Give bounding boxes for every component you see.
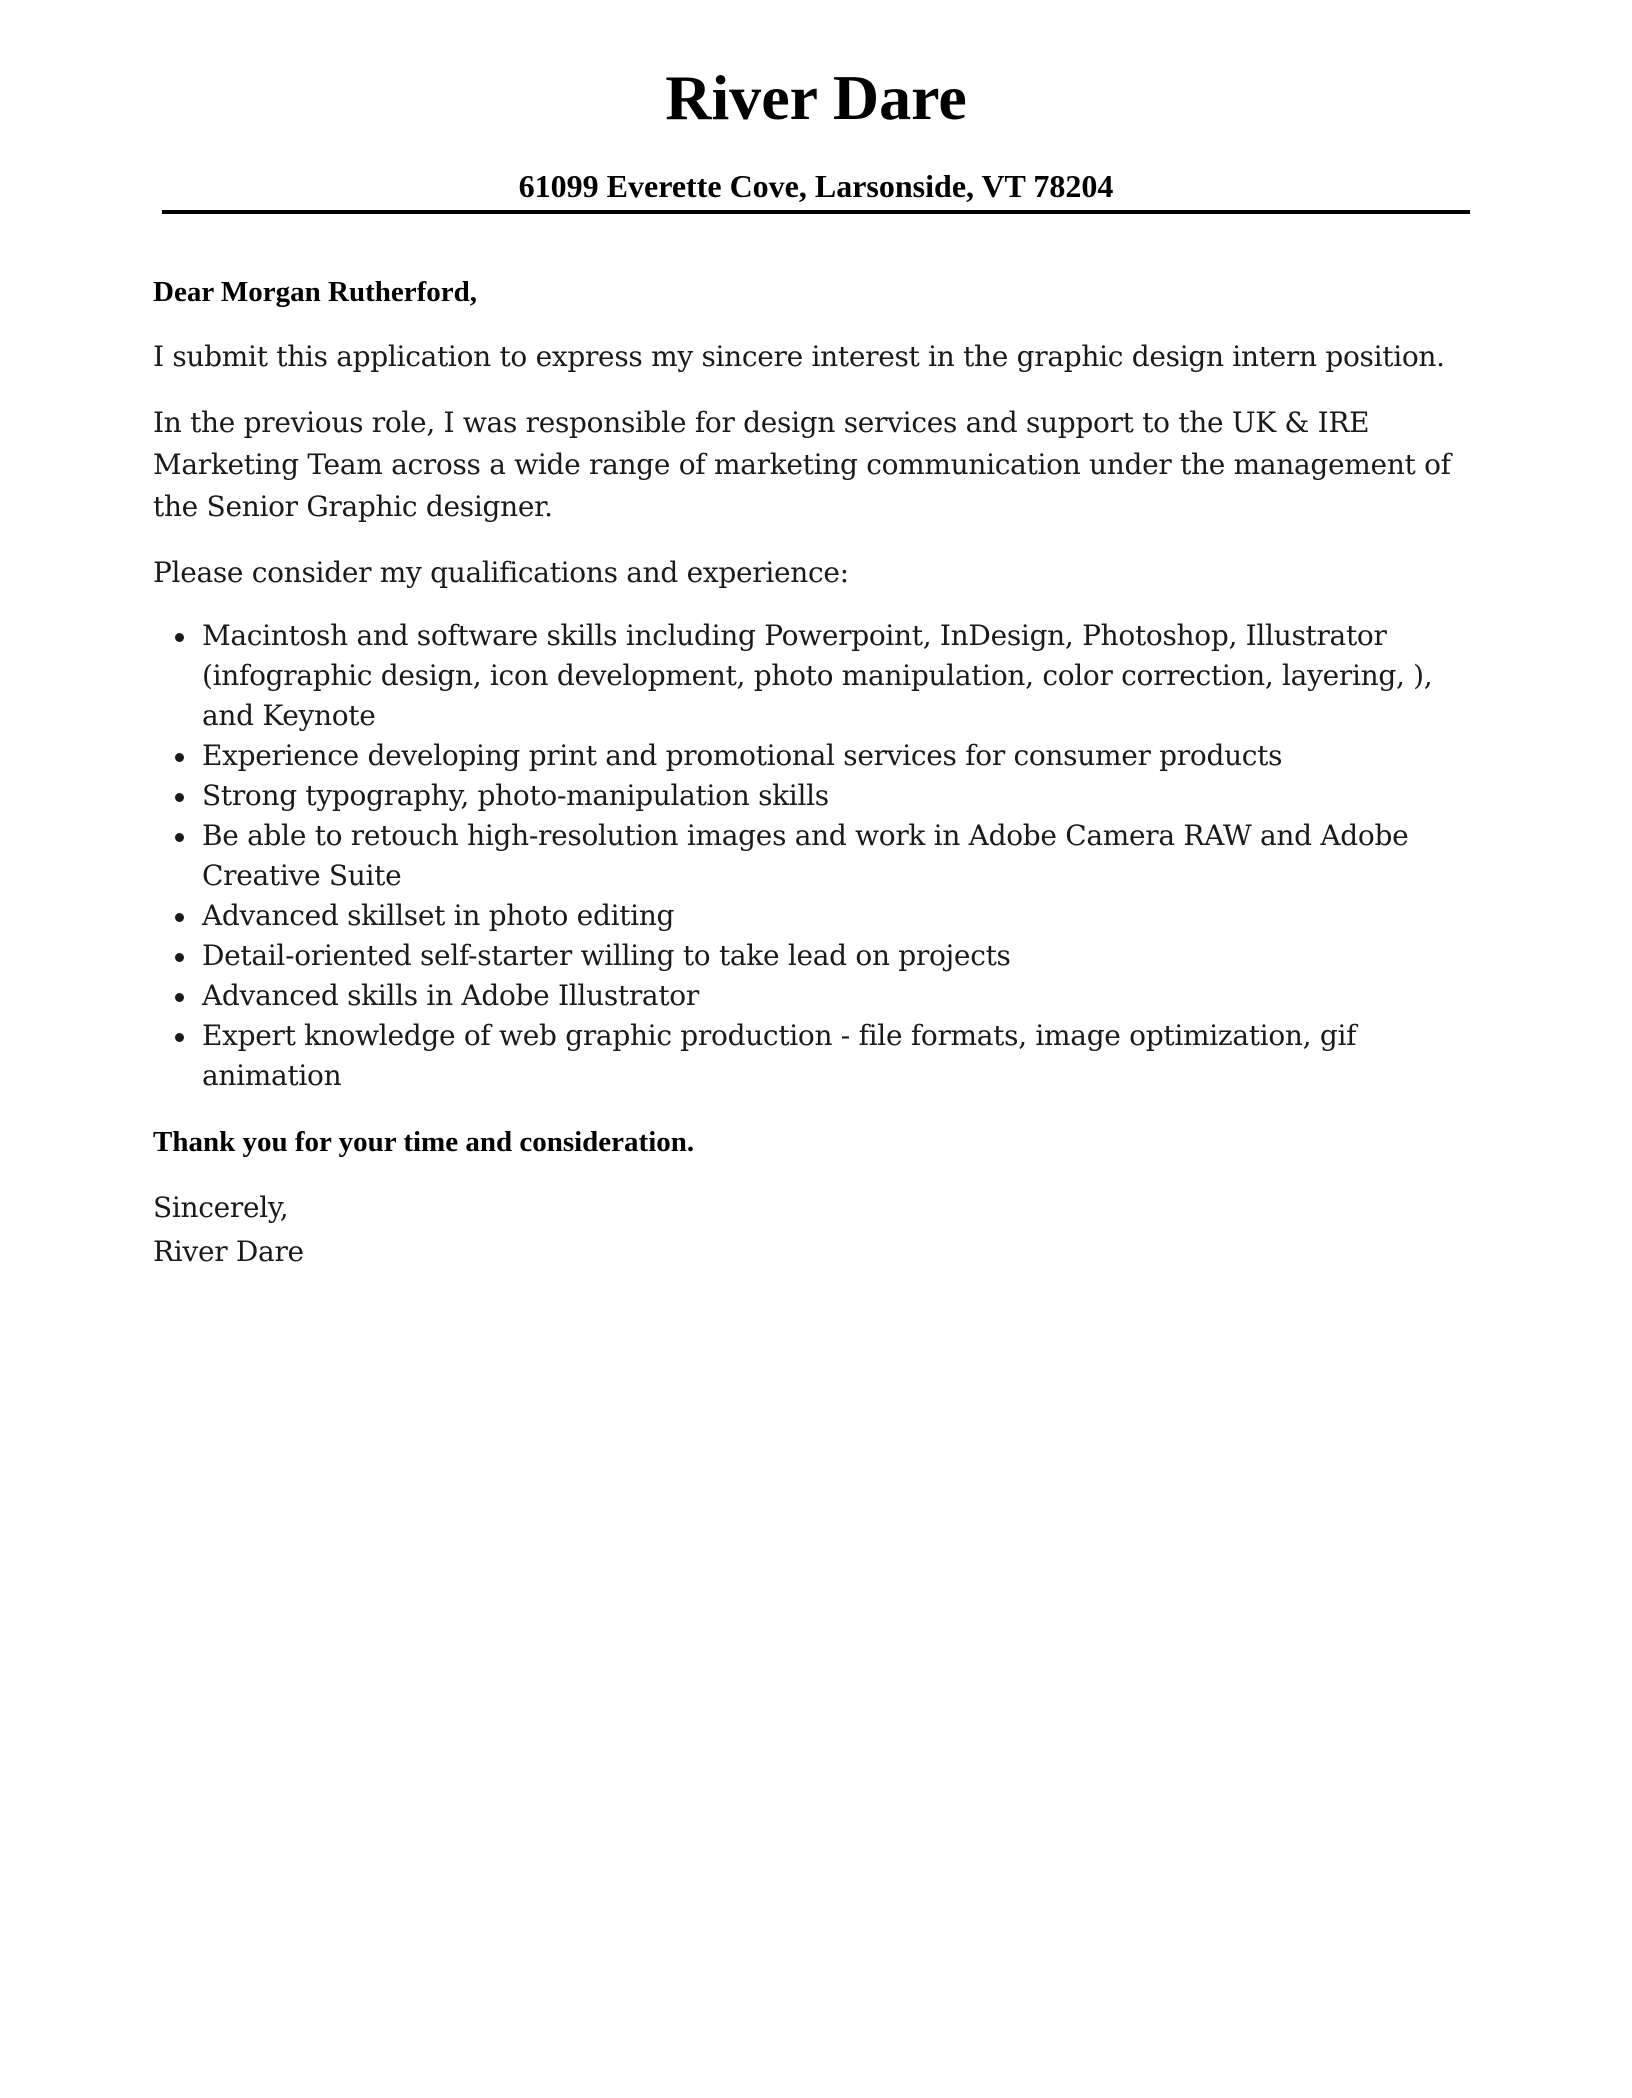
list-item-text: Detail-oriented self-starter willing to take lead on projects [202,939,1011,972]
qualifications-intro: Please consider my qualifications and experience: [153,556,849,589]
opening-paragraph: I submit this application to express my sincere interest in the graphic design intern position. [153,340,1445,373]
list-item [202,616,1473,736]
list-item [202,816,1473,896]
list-item-text: Experience developing print and promotional services for consumer products [202,739,1283,772]
letter-header [0,58,1632,138]
list-item [202,736,1473,776]
bullet-icon [175,793,184,802]
letter-body [153,272,1473,1274]
experience-paragraph: In the previous role, I was responsible for design services and support to the UK & IRE Marketing Team across a wide range of marketing communication under the management of the Senior Graphic designer. [153,406,1451,523]
bullet-icon [175,753,184,762]
list-item-text: Macintosh and software skills including Powerpoint, InDesign, Photoshop, Illustrator (infographic design, icon development, photo manipulation, color correction, layering, ), and Keynote [202,619,1433,732]
applicant-address: 61099 Everette Cove, Larsonside, VT 78204 [518,168,1114,204]
list-item-text: Advanced skillset in photo editing [202,899,675,932]
list-item-text: Advanced skills in Adobe Illustrator [202,979,699,1012]
salutation: Dear Morgan Rutherford, [153,276,478,308]
applicant-name: River Dare [665,62,967,133]
closing-statement: Thank you for your time and consideration. [153,1126,695,1158]
list-item-text: Expert knowledge of web graphic production - file formats, image optimization, gif animation [202,1019,1357,1092]
list-item [202,896,1473,936]
list-item-text: Strong typography, photo-manipulation skills [202,779,829,812]
qualifications-list [153,616,1473,1096]
signature-name: River Dare [153,1235,304,1268]
bullet-icon [175,833,184,842]
bullet-icon [175,953,184,962]
list-item [202,776,1473,816]
bullet-icon [175,1033,184,1042]
list-item-text: Be able to retouch high-resolution images and work in Adobe Camera RAW and Adobe Creative Suite [202,819,1409,892]
bullet-icon [175,913,184,922]
list-item [202,976,1473,1016]
bullet-icon [175,993,184,1002]
list-item [202,936,1473,976]
header-divider [162,210,1470,214]
bullet-icon [175,633,184,642]
list-item [202,1016,1473,1096]
signoff: Sincerely, [153,1191,289,1224]
